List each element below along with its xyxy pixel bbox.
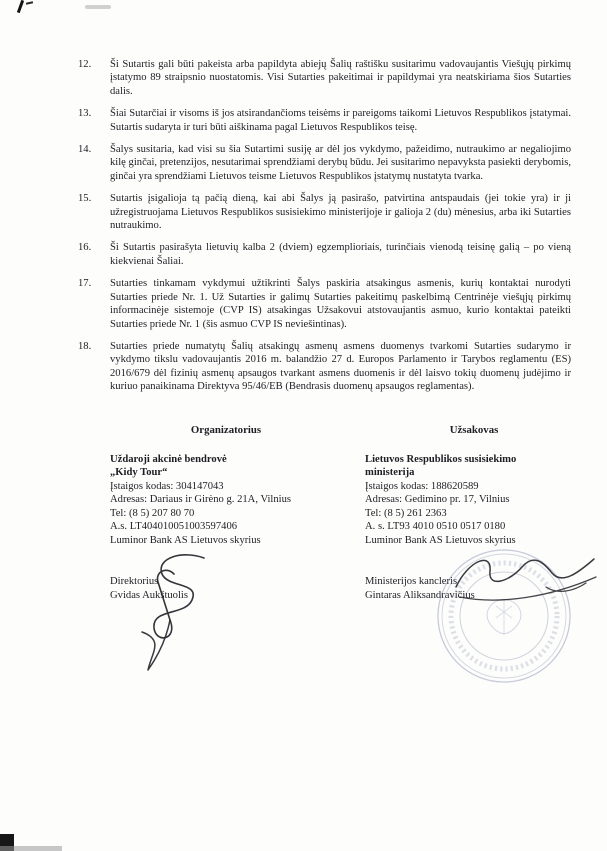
client-bank: Luminor Bank AS Lietuvos skyrius — [365, 534, 516, 546]
signature-section — [110, 424, 607, 603]
clause-text: Ši Sutartis gali būti pakeista arba papildyta abiejų Šalių raštišku susitarimu vadovaujantis Viešųjų pirkimų įstatymo 89 straipsnio nuostatomis. Visi Sutarties pakeitimai ir papildymai yra neatskiriama šios Sutarties dalis. — [110, 59, 571, 97]
clause-text: Ši Sutartis pasirašyta lietuvių kalba 2 (dviem) egzemplioriais, turinčiais vienodą teisinę galią – po vieną kiekvienai Šaliai. — [110, 242, 571, 267]
client-company-line1: Lietuvos Respublikos susisiekimo — [365, 453, 517, 465]
organizer-account: A.s. LT404010051003597406 — [110, 521, 238, 533]
client-column — [365, 424, 583, 603]
clause-text: Sutartis įsigalioja tą pačią dieną, kai abi Šalys ją pasirašo, patvirtina antspaudais (jei tokie yra) ir ji užregistruojama Lietuvos Respublikos susisiekimo ministerijoje ir galioja 2 (du) mėnesius, arba iki Sutarties nutraukimo. — [110, 193, 571, 232]
scan-artifact-top-smudge — [85, 5, 111, 9]
clause-number: 16. — [78, 242, 92, 254]
organizer-company-line2: „Kidy Tour“ — [110, 467, 168, 479]
client-phone: Tel: (8 5) 261 2363 — [365, 507, 447, 519]
clause-15 — [78, 192, 571, 232]
client-company-line2: ministerija — [365, 467, 415, 479]
clause-number: 13. — [78, 108, 92, 120]
client-address: Adresas: Gedimino pr. 17, Vilnius — [365, 494, 510, 506]
organizer-role: Direktorius — [110, 576, 159, 588]
organizer-phone: Tel: (8 5) 207 80 70 — [110, 507, 195, 519]
clause-number: 17. — [78, 278, 92, 290]
organizer-name: Gvidas Aukštuolis — [110, 589, 188, 601]
clause-17 — [78, 277, 571, 331]
clause-12 — [78, 58, 571, 98]
clause-number: 14. — [78, 144, 92, 156]
organizer-company-line1: Uždaroji akcinė bendrovė — [110, 453, 227, 465]
client-company — [365, 453, 583, 480]
client-name: Gintaras Aliksandravičius — [365, 589, 475, 601]
clause-number: 18. — [78, 340, 92, 352]
clause-number: 15. — [78, 193, 92, 205]
scan-artifact-bottom-smudge — [0, 846, 62, 851]
contract-clauses — [0, 0, 607, 394]
clause-text: Šiai Sutarčiai ir visoms iš jos atsirandančioms teisėms ir pareigoms taikomi Lietuvos Respublikos įstatymai. Sutartis sudaryta ir turi būti aiškinama pagal Lietuvos Respublikos teisę. — [110, 108, 571, 133]
clause-text: Sutarties tinkamam vykdymui užtikrinti Šalys paskiria atsakingus asmenis, kurių kontaktai nurodyti Sutarties priede Nr. 1. Už Sutarties ir galimų Sutarties pakeitimų paskelbimą Centrinėje viešųjų pirkimų informacinėje sistemoje (CVP IS) atsakingas Užsakovui atstovaujantis asmuo, kurio kontaktai pateikti Sutarties priede Nr. 1 (šis asmuo CVP IS neviešintinas). — [110, 278, 571, 330]
client-header: Užsakovas — [449, 423, 499, 436]
clause-number: 12. — [78, 59, 92, 70]
organizer-column — [110, 424, 342, 603]
clause-13 — [78, 107, 571, 134]
organizer-company — [110, 453, 342, 480]
client-account: A. s. LT93 4010 0510 0517 0180 — [365, 521, 506, 533]
organizer-header: Organizatorius — [190, 423, 262, 436]
clause-14 — [78, 143, 571, 183]
organizer-address: Adresas: Dariaus ir Girėno g. 21A, Vilnius — [110, 494, 291, 506]
client-code: Įstaigos kodas: 188620589 — [365, 480, 479, 492]
clause-16 — [78, 241, 571, 268]
clause-text: Sutarties priede numatytų Šalių atsakingų asmenų asmens duomenys tvarkomi Sutarties sudarymo ir vykdymo tikslu vadovaujantis 2016 m. balandžio 27 d. Europos Parlamento ir Tarybos reglamentu (ES) 2016/679 dėl fizinių asmenų apsaugos tvarkant asmens duomenis ir dėl laisvo tokių duomenų judėjimo ir kuriuo panaikinama Direktyva 95/46/EB (Bendrasis duomenų apsaugos reglamentas). — [110, 340, 571, 393]
clause-text: Šalys susitaria, kad visi su šia Sutartimi susiję ar dėl jos vykdymo, pažeidimo, nutraukimo ar negaliojimo kilę ginčai, pretenzijos, nesutarimai sprendžiami derybų būdu. Jei susitarimo nepavyksta pasiekti derybomis, ginčai yra sprendžiami Lietuvos teisme Lietuvos Respublikos įstatymų nustatyta tvarka. — [110, 144, 572, 182]
clause-18 — [78, 340, 571, 394]
organizer-bank: Luminor Bank AS Lietuvos skyrius — [110, 534, 261, 546]
client-role: Ministerijos kancleris — [365, 576, 458, 588]
organizer-code: Įstaigos kodas: 304147043 — [110, 480, 224, 492]
